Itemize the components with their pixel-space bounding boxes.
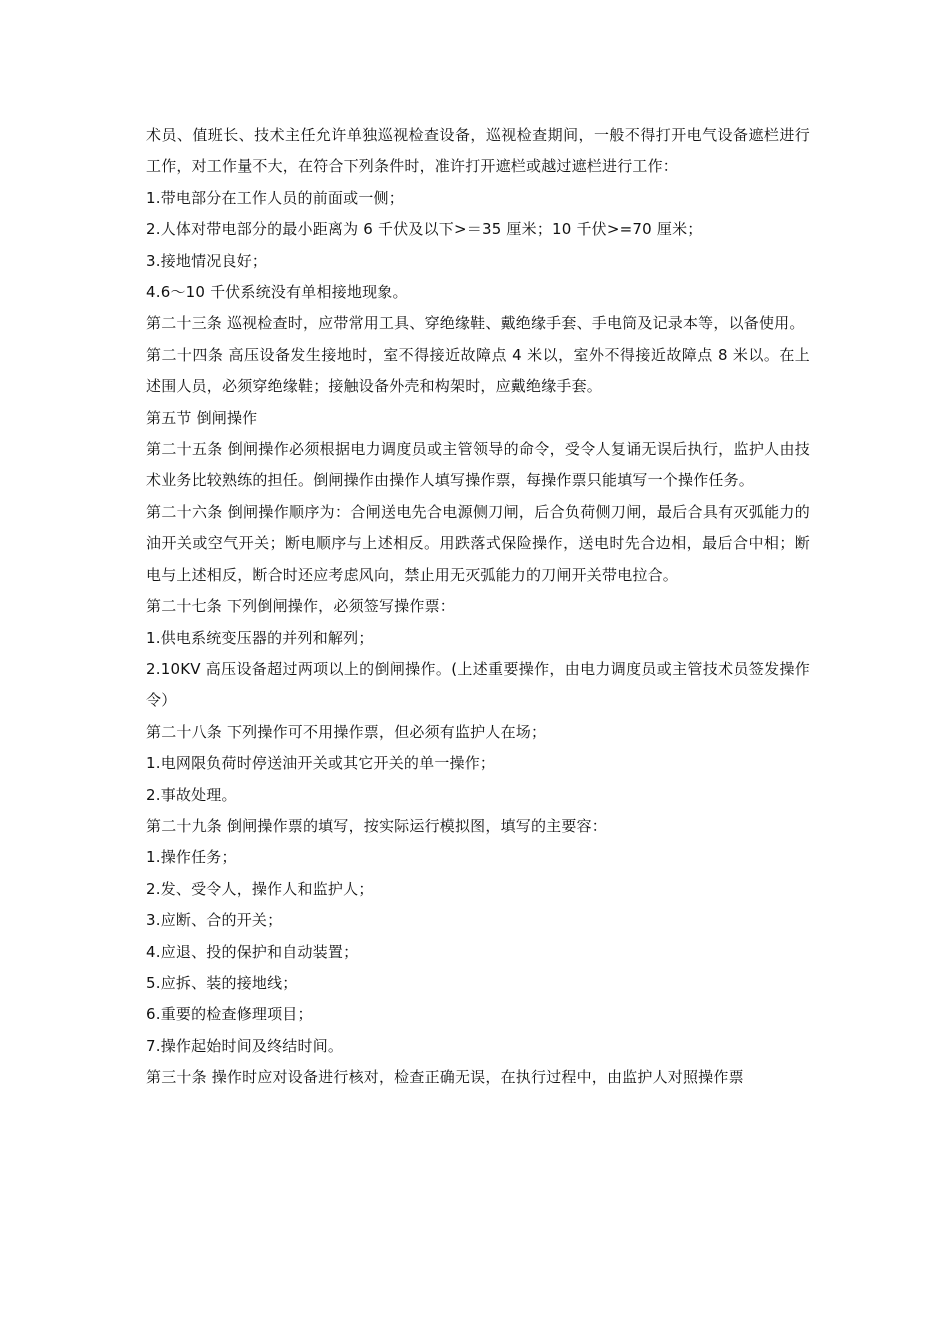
paragraph: 2.发、受令人，操作人和监护人； (146, 879, 374, 898)
section-heading: 第五节 倒闸操作 (146, 408, 258, 427)
paragraph: 3.接地情况良好； (146, 251, 268, 270)
paragraph: 2.人体对带电部分的最小距离为 6 千伏及以下>＝35 厘米；10 千伏>=70 厘米； (146, 220, 703, 239)
paragraph: 3.应断、合的开关； (146, 911, 283, 930)
document-body (146, 120, 810, 1094)
paragraph: 5.应拆、装的接地线； (146, 973, 298, 992)
paragraph: 2.事故处理。 (146, 785, 237, 804)
paragraph: 1.电网限负荷时停送油开关或其它开关的单一操作； (146, 754, 496, 773)
paragraph: 1.供电系统变压器的并列和解列； (146, 628, 374, 647)
paragraph: 第二十六条 倒闸操作顺序为：合闸送电先合电源侧刀闸，后合负荷侧刀闸，最后合具有灭弧能力的油开关或空气开关；断电顺序与上述相反。用跌落式保险操作，送电时先合边相，最后合中相；断电与上述相反，断合时还应考虑风向，禁止用无灭弧能力的刀闸开关带电拉合。 (146, 502, 810, 584)
paragraph: 第二十五条 倒闸操作必须根据电力调度员或主管领导的命令，受令人复诵无误后执行，监护人由技术业务比较熟练的担任。倒闸操作由操作人填写操作票，每操作票只能填写一个操作任务。 (146, 440, 810, 490)
paragraph: 2.10KV 高压设备超过两项以上的倒闸操作。(上述重要操作，由电力调度员或主管技术员签发操作令） (146, 659, 810, 710)
paragraph: 术员、值班长、技术主任允许单独巡视检查设备，巡视检查期间，一般不得打开电气设备遮栏进行工作，对工作量不大，在符合下列条件时，准许打开遮栏或越过遮栏进行工作： (146, 126, 810, 176)
paragraph: 第三十条 操作时应对设备进行核对，检查正确无误，在执行过程中，由监护人对照操作票 (146, 1068, 744, 1087)
paragraph: 6.重要的检查修理项目； (146, 1005, 313, 1024)
paragraph: 第二十七条 下列倒闸操作，必须签写操作票： (146, 597, 455, 616)
paragraph: 1.操作任务； (146, 848, 237, 867)
paragraph: 4.6～10 千伏系统没有单相接地现象。 (146, 283, 408, 302)
paragraph: 7.操作起始时间及终结时间。 (146, 1036, 344, 1055)
paragraph: 1.带电部分在工作人员的前面或一侧； (146, 188, 404, 207)
paragraph: 第二十八条 下列操作可不用操作票，但必须有监护人在场； (146, 722, 547, 741)
paragraph: 第二十三条 巡视检查时，应带常用工具、穿绝缘鞋、戴绝缘手套、手电筒及记录本等，以备使用。 (146, 314, 805, 333)
paragraph: 第二十九条 倒闸操作票的填写，按实际运行模拟图，填写的主要容： (146, 816, 607, 835)
paragraph: 4.应退、投的保护和自动装置； (146, 942, 359, 961)
paragraph: 第二十四条 高压设备发生接地时，室不得接近故障点 4 米以，室外不得接近故障点 8 米以。在上述围人员，必须穿绝缘鞋；接触设备外壳和构架时，应戴绝缘手套。 (146, 345, 810, 396)
